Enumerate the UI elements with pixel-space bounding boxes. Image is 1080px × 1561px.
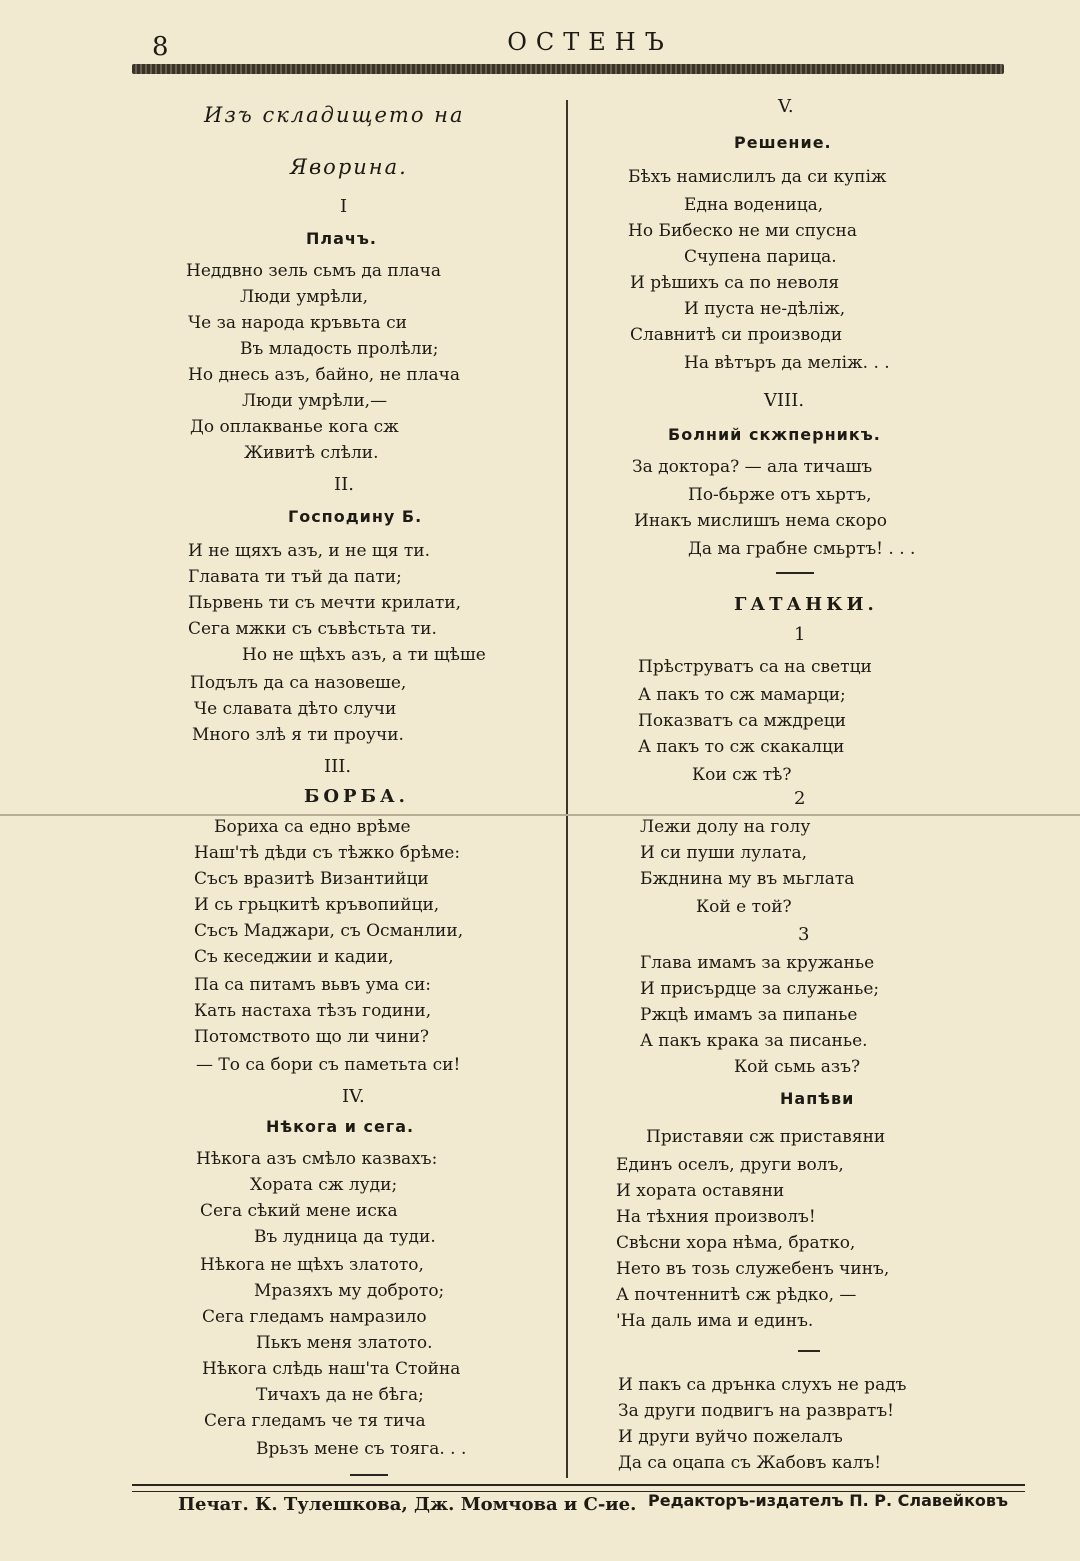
poem-line: Да са оцапа съ Жабовъ калъ! xyxy=(618,1453,882,1473)
riddle-line: А пакъ то сж мамарци; xyxy=(638,685,846,705)
riddle-line: Кои сж тѣ? xyxy=(692,765,792,785)
poem-line: Пькъ меня златото. xyxy=(256,1333,433,1353)
poem-line: Че за народа кръвьта си xyxy=(188,313,407,333)
editor-credit: Редакторъ-издателъ П. Р. Славейковъ xyxy=(648,1491,1009,1510)
poem-heading: Господину Б. xyxy=(288,507,423,526)
poem-line: Но днесь азъ, байно, не плача xyxy=(188,365,461,385)
poem-line: А почтеннитѣ сж рѣдко, — xyxy=(616,1285,857,1305)
poem-line: Сега сѣкий мене иска xyxy=(200,1201,398,1221)
poem-line: Нѣкога азъ смѣло казвахъ: xyxy=(196,1149,438,1169)
poem-line: Па са питамъ вьвъ ума си: xyxy=(194,975,432,995)
poem-line: Че славата дѣто случи xyxy=(194,699,397,719)
poem-line: — То са бори съ паметьта си! xyxy=(196,1055,461,1075)
journal-title: ОСТЕНЪ xyxy=(507,28,673,56)
riddle-number: 1 xyxy=(794,624,806,645)
poem-line: Главата ти тъй да пати; xyxy=(188,567,402,587)
poem-line: Счупена парица. xyxy=(684,247,837,267)
poem-heading: Напѣви xyxy=(780,1089,855,1108)
poem-line: Наш'тѣ дѣди съ тѣжко брѣме: xyxy=(194,843,461,863)
column-divider xyxy=(566,100,568,1478)
poem-line: Врьзъ мене съ тояга. . . xyxy=(256,1439,467,1459)
poem-line: Сега мжки съ съвѣстьта ти. xyxy=(188,619,437,639)
riddle-line: А пакъ то сж скакалци xyxy=(638,737,845,757)
poem-line: Мразяхъ му доброто; xyxy=(254,1281,445,1301)
riddle-line: Ржцѣ имамъ за пипанье xyxy=(640,1005,858,1025)
poem-line: И хората оставяни xyxy=(616,1181,785,1201)
poem-line: И пуста не-дѣліж, xyxy=(684,299,846,319)
page-number: 8 xyxy=(152,32,169,62)
riddle-number: 2 xyxy=(794,788,806,809)
poem-line: Инакъ мислишъ нема скоро xyxy=(634,511,888,531)
riddle-line: А пакъ крака за писанье. xyxy=(640,1031,868,1051)
poem-heading: Нѣкога и сега. xyxy=(266,1117,415,1136)
poem-line: Кать настаха тѣзъ години, xyxy=(194,1001,432,1021)
poem-numeral: VIII. xyxy=(764,390,805,411)
riddle-line: Прѣструватъ са на светци xyxy=(638,657,872,677)
section-title-name: Яворина. xyxy=(290,155,408,179)
poem-line: Потомството що ли чини? xyxy=(194,1027,430,1047)
section-end-dash xyxy=(776,572,814,574)
riddle-line: Кой сьмь азъ? xyxy=(734,1057,861,1077)
poem-line: Бориха са едно врѣме xyxy=(214,817,411,837)
poem-line: Неддвно зель сьмъ да плача xyxy=(186,261,442,281)
poem-line: Люди умрѣли,— xyxy=(242,391,388,411)
riddle-line: Глава имамъ за кружанье xyxy=(640,953,875,973)
poem-line: Тичахъ да не бѣга; xyxy=(256,1385,424,1405)
riddle-line: Кой е той? xyxy=(696,897,792,917)
poem-line: Съсъ Маджари, съ Османлии, xyxy=(194,921,464,941)
riddle-line: И присърдце за служанье; xyxy=(640,979,880,999)
riddle-line: Лежи долу на голу xyxy=(640,817,811,837)
poem-line: И пакъ са дрънка слухъ не радъ xyxy=(618,1375,907,1395)
poem-heading: Решение. xyxy=(734,133,832,152)
printer-credit: Печат. К. Тулешкова, Дж. Момчова и С-ие. xyxy=(178,1494,637,1515)
poem-line: И сь грьцкитѣ кръвопийци, xyxy=(194,895,440,915)
poem-line: Въ лудница да туди. xyxy=(254,1227,436,1247)
poem-line: Хората сж луди; xyxy=(250,1175,398,1195)
riddle-line: И си пуши лулата, xyxy=(640,843,808,863)
stanza-dash xyxy=(798,1350,820,1352)
poem-numeral: IV. xyxy=(342,1086,365,1107)
header-rule xyxy=(132,64,1004,74)
section-title: Изъ складището на xyxy=(204,103,465,127)
riddle-line: Бжднина му въ мьглата xyxy=(640,869,855,889)
poem-line: Сега гледамъ че тя тича xyxy=(204,1411,426,1431)
poem-heading: Плачъ. xyxy=(306,229,377,248)
riddle-line: Показватъ са мждреци xyxy=(638,711,847,731)
poem-line: И други вуйчо пожелалъ xyxy=(618,1427,843,1447)
poem-line: Пьрвень ти съ мечти крилати, xyxy=(188,593,462,613)
poem-line: Много злѣ я ти проучи. xyxy=(192,725,404,745)
poem-numeral: V. xyxy=(778,96,794,117)
paper-fold-line xyxy=(0,814,1080,816)
poem-line: Единъ оселъ, други волъ, xyxy=(616,1155,844,1175)
poem-line: Съсъ вразитѣ Византийци xyxy=(194,869,429,889)
poem-line: 'На даль има и единъ. xyxy=(616,1311,814,1331)
poem-numeral: III. xyxy=(324,756,352,777)
poem-line: Приставяи сж приставяни xyxy=(646,1127,886,1147)
poem-line: Сега гледамъ намразило xyxy=(202,1307,427,1327)
poem-numeral: I xyxy=(340,196,348,217)
poem-line: На вѣтъръ да меліж. . . xyxy=(684,353,890,373)
poem-line: Нето въ тозь служебенъ чинъ, xyxy=(616,1259,890,1279)
poem-line: Но Бибеско не ми спусна xyxy=(628,221,857,241)
poem-line: За други подвигъ на развратъ! xyxy=(618,1401,894,1421)
poem-line: Но не щѣхъ азъ, а ти щѣше xyxy=(242,645,486,665)
poem-heading: БОРБА. xyxy=(304,786,409,807)
poem-line: Една воденица, xyxy=(684,195,824,215)
poem-line: Свѣсни хора нѣма, братко, xyxy=(616,1233,856,1253)
section-end-dash xyxy=(350,1474,388,1476)
poem-line: Подълъ да са назовеше, xyxy=(190,673,407,693)
poem-line: За доктора? — ала тичашъ xyxy=(632,457,873,477)
poem-line: До оплакванье кога сж xyxy=(190,417,399,437)
poem-line: По-бьрже отъ хьртъ, xyxy=(688,485,872,505)
poem-line: Славнитѣ си производи xyxy=(630,325,843,345)
poem-numeral: II. xyxy=(334,474,354,495)
poem-line: И рѣшихъ са по неволя xyxy=(630,273,840,293)
poem-line: Да ма грабне смьртъ! . . . xyxy=(688,539,916,559)
poem-line: И не щяхъ азъ, и не щя ти. xyxy=(188,541,430,561)
poem-line: Бѣхъ намислилъ да си купіж xyxy=(628,167,887,187)
riddles-heading: ГАТАНКИ. xyxy=(734,594,878,615)
poem-line: Живитѣ слѣли. xyxy=(244,443,379,463)
poem-line: Въ младость пролѣли; xyxy=(240,339,439,359)
poem-line: Нѣкога слѣдь наш'та Стойна xyxy=(202,1359,461,1379)
poem-heading: Болний скжперникъ. xyxy=(668,425,881,444)
riddle-number: 3 xyxy=(798,924,810,945)
poem-line: Люди умрѣли, xyxy=(240,287,369,307)
poem-line: Съ кеседжии и кадии, xyxy=(194,947,394,967)
poem-line: Нѣкога не щѣхъ златото, xyxy=(200,1255,424,1275)
poem-line: На тѣхния произволъ! xyxy=(616,1207,816,1227)
